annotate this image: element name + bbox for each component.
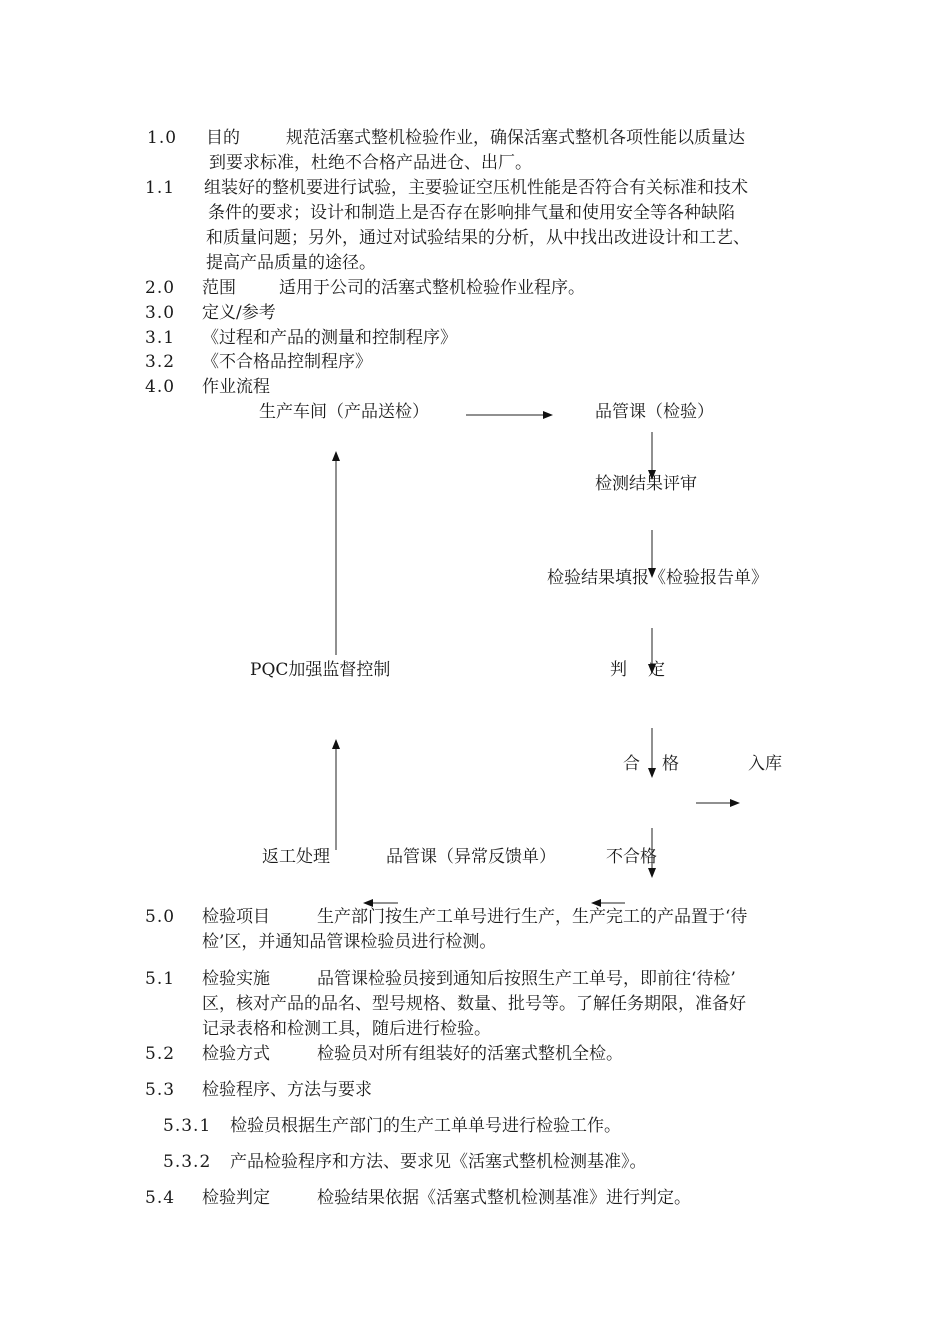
flow-node-pass-char-1: 合: [623, 754, 640, 774]
section-5-3-1-number: 5.3.1: [163, 1116, 212, 1136]
arrowhead-rework-to-pqc: [332, 739, 340, 749]
section-2-0-heading: 范围: [202, 278, 236, 298]
section-5-0-number: 5.0: [145, 907, 176, 927]
flow-node-qc-feedback: 品管课（异常反馈单）: [386, 847, 556, 867]
arrowhead-workshop-to-qc: [543, 411, 553, 419]
section-3-1-text: 《过程和产品的测量和控制程序》: [202, 328, 457, 348]
flow-node-rework: 返工处理: [262, 847, 330, 867]
section-1-1-line-3: 和质量问题；另外，通过对试验结果的分析，从中找出改进设计和工艺、: [206, 228, 750, 248]
section-4-0-text: 作业流程: [202, 377, 270, 397]
section-5-4-text: 检验结果依据《活塞式整机检测基准》进行判定。: [317, 1188, 691, 1208]
section-5-2-heading: 检验方式: [202, 1044, 270, 1064]
section-5-2-number: 5.2: [145, 1044, 176, 1064]
section-1-0-line-1: 规范活塞式整机检验作业，确保活塞式整机各项性能以质量达: [286, 128, 745, 148]
section-3-2-text: 《不合格品控制程序》: [202, 352, 372, 372]
arrowhead-to-fail: [648, 868, 656, 878]
section-5-3-text: 检验程序、方法与要求: [202, 1080, 372, 1100]
section-3-0-number: 3.0: [145, 303, 176, 323]
section-5-1-line-1: 品管课检验员接到通知后按照生产工单号，即前往‘待检’: [317, 969, 736, 989]
arrowhead-pqc-to-workshop: [332, 451, 340, 461]
flow-node-pass-char-2: 格: [662, 754, 679, 774]
section-1-0-heading: 目的: [206, 128, 240, 148]
section-4-0-number: 4.0: [145, 377, 176, 397]
section-2-0-text: 适用于公司的活塞式整机检验作业程序。: [279, 278, 585, 298]
section-1-0-line-2: 到要求标准，杜绝不合格产品进仓、出厂。: [209, 153, 532, 173]
flow-node-workshop: 生产车间（产品送检）: [259, 402, 429, 422]
flow-node-report: 检验结果填报《检验报告单》: [547, 568, 768, 588]
flow-node-pqc: PQC加强监督控制: [250, 660, 391, 680]
section-5-3-number: 5.3: [145, 1080, 176, 1100]
section-1-1-number: 1.1: [145, 178, 176, 198]
section-5-0-line-2: 检’区，并通知品管课检验员进行检测。: [202, 932, 497, 952]
section-5-1-number: 5.1: [145, 969, 176, 989]
section-1-1-line-4: 提高产品质量的途径。: [206, 253, 376, 273]
section-1-1-line-2: 条件的要求；设计和制造上是否存在影响排气量和使用安全等各种缺陷: [208, 203, 735, 223]
section-5-3-2-number: 5.3.2: [163, 1152, 212, 1172]
section-5-4-heading: 检验判定: [202, 1188, 270, 1208]
section-5-0-line-1: 生产部门按生产工单号进行生产，生产完工的产品置于‘待: [317, 907, 748, 927]
section-3-0-text: 定义/参考: [202, 303, 276, 323]
arrowhead-pass-to-storage: [730, 799, 740, 807]
flow-node-fail: 不合格: [606, 847, 657, 867]
flow-node-judge-char-2: 定: [648, 660, 665, 680]
section-3-1-number: 3.1: [145, 328, 176, 348]
section-1-1-line-1: 组装好的整机要进行试验，主要验证空压机性能是否符合有关标准和技术: [204, 178, 748, 198]
section-2-0-number: 2.0: [145, 278, 176, 298]
section-5-3-1-text: 检验员根据生产部门的生产工单单号进行检验工作。: [230, 1116, 621, 1136]
section-5-1-line-2: 区，核对产品的品名、型号规格、数量、批号等。了解任务期限，准备好: [202, 994, 746, 1014]
flow-node-qc-inspect: 品管课（检验）: [595, 402, 714, 422]
section-3-2-number: 3.2: [145, 352, 176, 372]
section-5-1-line-3: 记录表格和检测工具，随后进行检验。: [202, 1019, 491, 1039]
section-5-4-number: 5.4: [145, 1188, 176, 1208]
section-5-0-heading: 检验项目: [202, 907, 270, 927]
section-5-3-2-text: 产品检验程序和方法、要求见《活塞式整机检测基准》。: [230, 1152, 647, 1172]
section-5-1-heading: 检验实施: [202, 969, 270, 989]
arrowhead-judge-to-pass: [648, 768, 656, 778]
flow-node-storage: 入库: [748, 754, 782, 774]
flow-node-judge-char-1: 判: [610, 660, 627, 680]
section-5-2-text: 检验员对所有组装好的活塞式整机全检。: [317, 1044, 623, 1064]
section-1-0-number: 1.0: [147, 128, 178, 148]
flow-node-review: 检测结果评审: [595, 474, 697, 494]
